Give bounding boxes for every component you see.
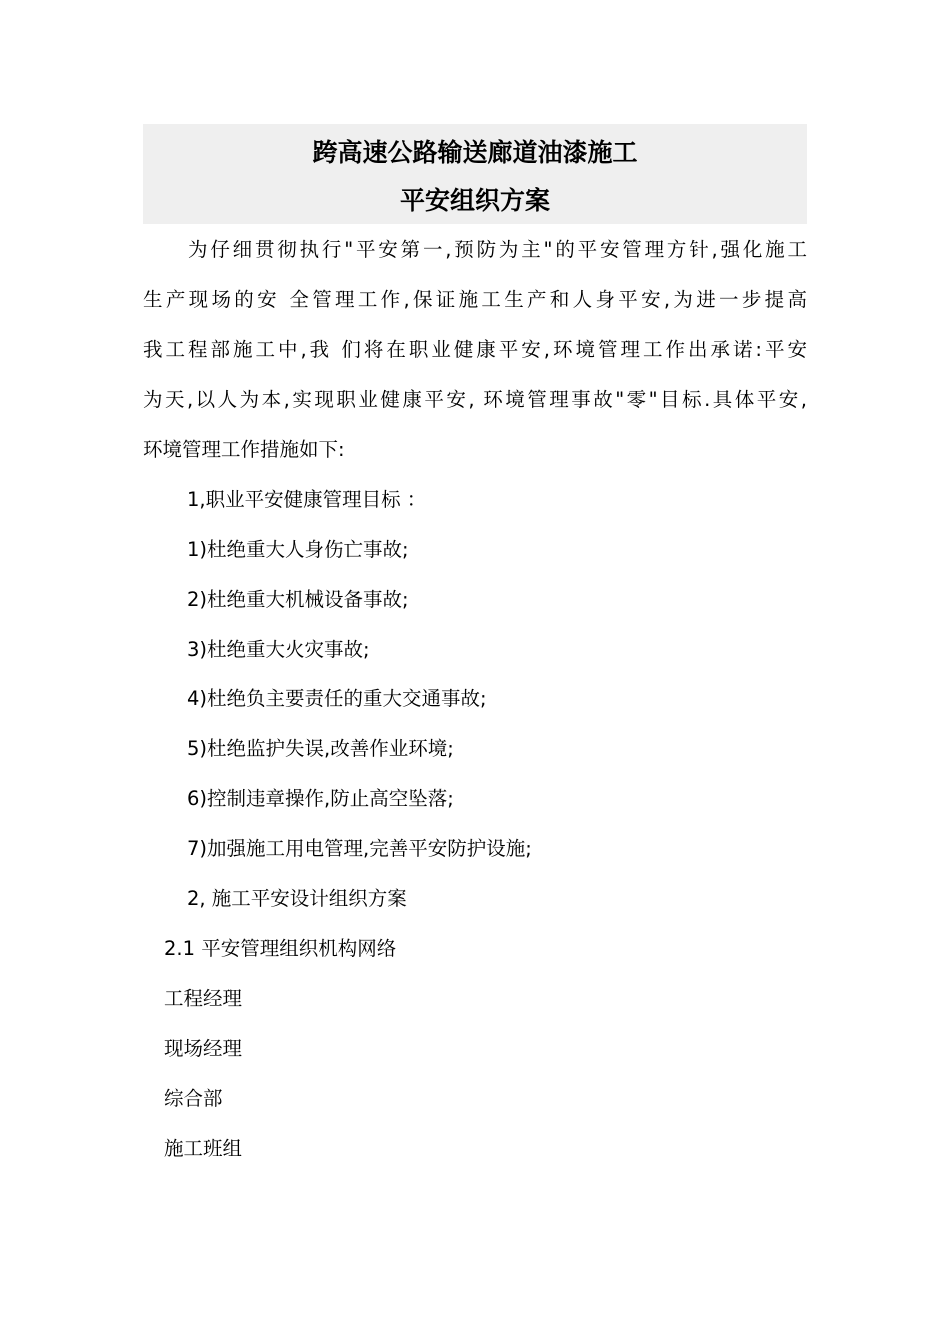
document-title xyxy=(143,124,807,224)
intro-line: 为仔细贯彻执行"平安第一,预防为主"的平安管理方针,强化施工 xyxy=(188,238,807,261)
title-line-1: 跨高速公路输送廊道油漆施工 xyxy=(312,138,638,167)
subsection-heading: 2.1 平安管理组织机构网络 xyxy=(164,937,397,960)
list-item: 5)杜绝监护失误,改善作业环境; xyxy=(187,737,454,760)
section-heading: 1,职业平安健康管理目标 ： xyxy=(187,488,427,511)
list-item: 3)杜绝重大火灾事故; xyxy=(187,638,370,661)
intro-line: 我工程部施工中,我 们将在职业健康平安,环境管理工作出承诺:平安 xyxy=(143,338,807,361)
list-item: 4)杜绝负主要责任的重大交通事故; xyxy=(187,687,487,710)
list-item: 2)杜绝重大机械设备事故; xyxy=(187,588,409,611)
intro-line: 生产现场的安 全管理工作,保证施工生产和人身平安,为进一步提高 xyxy=(143,288,807,311)
intro-line: 为天,以人为本,实现职业健康平安, 环境管理事故"零"目标.具体平安, xyxy=(143,388,807,411)
org-unit: 综合部 xyxy=(164,1087,223,1110)
list-item: 6)控制违章操作,防止高空坠落; xyxy=(187,787,454,810)
org-unit: 工程经理 xyxy=(164,987,243,1010)
intro-line: 环境管理工作措施如下: xyxy=(143,438,345,461)
org-unit: 现场经理 xyxy=(164,1037,243,1060)
title-line-2: 平安组织方案 xyxy=(399,186,550,215)
section-heading: 2, 施工平安设计组织方案 xyxy=(187,887,407,910)
list-item: 1)杜绝重大人身伤亡事故; xyxy=(187,538,409,561)
list-item: 7)加强施工用电管理,完善平安防护设施; xyxy=(187,837,532,860)
org-unit: 施工班组 xyxy=(164,1137,243,1160)
